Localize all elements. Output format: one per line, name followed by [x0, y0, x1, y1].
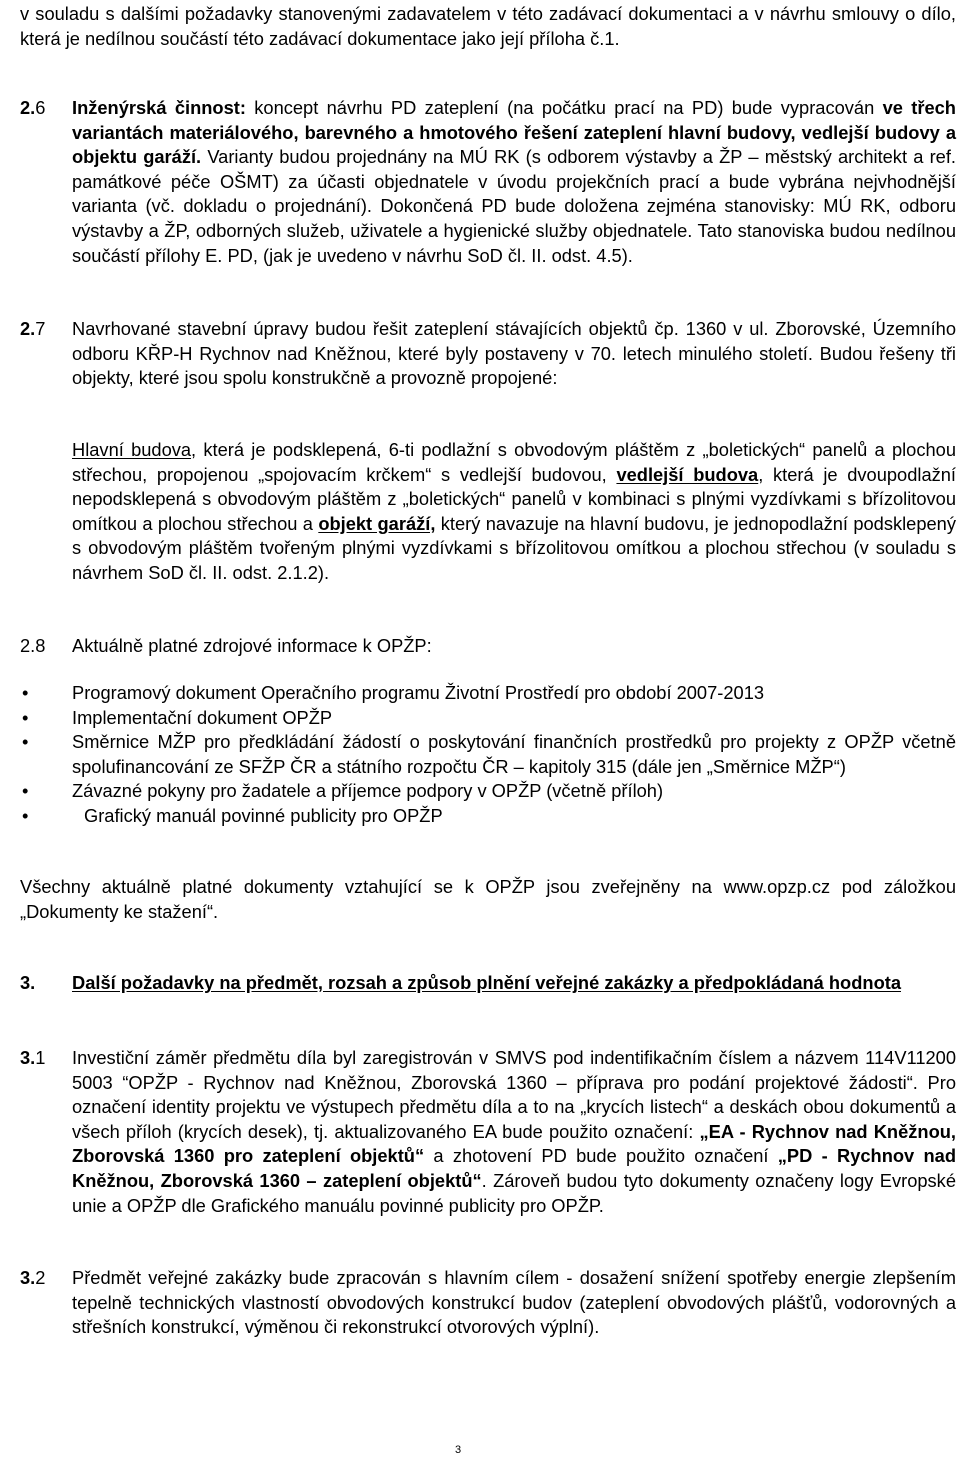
- documents-note: Všechny aktuálně platné dokumenty vztahující se k OPŽP jsou zveřejněny na www.opzp.cz pod záložkou „Dokumenty ke stažení“.: [20, 876, 956, 922]
- section-3-1-paragraph: Investiční záměr předmětu díla byl zaregistrován v SMVS pod indentifikačním číslem a názvem 114V11200 5003 “OPŽP - Rychnov nad Kněžnou, Zborovská 1360 – příprava pro podání projektové žádosti“. Pro označení identity projektu ve výstupech předmětu díla a to na „krycích listech“ a deskách obou dokumentů a všech příloh (krycích desek), tj. aktualizovaného EA bude použito označení: „EA - Rychnov nad Kněžnou, Zborovská 1360 pro zateplení objektů“ a zhotovení PD bude použito označení „PD - Rychnov nad Kněžnou, Zborovská 1360 – zateplení objektů“. Zároveň budou tyto dokumenty označeny logy Evropské unie a OPŽP dle Grafického manuálu povinné publicity pro OPŽP.: [72, 1047, 956, 1216]
- bullet-icon: •: [22, 780, 29, 802]
- intro-paragraph: v souladu s dalšími požadavky stanovenými zadavatelem v této zadávací dokumentaci a v návrhu smlouvy o dílo, která je nedílnou součástí této zadávací dokumentace jako její příloha č.1.: [20, 3, 956, 49]
- section-number-2-7: 2.7: [20, 318, 46, 339]
- bullet-icon: •: [22, 706, 29, 728]
- section-number-3-2: 3.2: [20, 1267, 46, 1288]
- bullet-icon: •: [22, 731, 29, 753]
- section-number-2-6: 2.6: [20, 97, 46, 118]
- section-2-6-paragraph: Inženýrská činnost: koncept návrhu PD zateplení (na počátku prací na PD) bude vypracován ve třech variantách materiálového, barevného a hmotového řešení zateplení hlavní budovy, vedlejší budovy a objektu garáží. Varianty budou projednány na MÚ RK (s odborem výstavby a ŽP – městský architekt a ref. památkové péče OŠMT) za účasti objednatele v úvodu projekčních prací a bude vybrána nejvhodnější varianta (vč. dokladu o projednání). Dokončená PD bude doložena zejména stanovisky: MÚ RK, odboru výstavby a ŽP, odborných služeb, uživatele a hygienické služby objednatele. Tato stanoviska budou nedílnou součástí přílohy E. PD, (jak je uvedeno v návrhu SoD čl. II. odst. 4.5).: [72, 97, 957, 266]
- list-item: • Implementační dokument OPŽP: [20, 706, 956, 731]
- opzp-documents-list: [20, 681, 956, 829]
- secondary-building-term: vedlejší budova: [616, 463, 759, 485]
- section-number-3-1: 3.1: [20, 1047, 46, 1068]
- list-item: • Směrnice MŽP pro předkládání žádostí o poskytování finančních prostředků pro projekty z OPŽP včetně spolufinancování ze SFŽP ČR a státního rozpočtu ČR – kapitoly 315 (dále jen „Směrnice MŽP“): [22, 731, 956, 777]
- page-number: 3: [455, 1444, 462, 1456]
- section-2-7-paragraph: Navrhované stavební úpravy budou řešit zateplení stávajících objektů čp. 1360 v ul. Zborovské, Územního odboru KŘP-H Rychnov nad Kněžnou, které byly postaveny v 70. letech minulého století. Budou řešeny tři objekty, které jsou spolu konstrukčně a provozně propojené:: [72, 318, 956, 389]
- main-building-term: Hlavní budova: [72, 439, 192, 460]
- bullet-icon: •: [22, 804, 29, 826]
- list-item: • Grafický manuál povinné publicity pro OPŽP: [20, 804, 956, 829]
- bullet-icon: •: [22, 682, 29, 703]
- list-item: • Programový dokument Operačního programu Životní Prostředí pro období 2007-2013: [20, 681, 956, 706]
- section-number-2-8: 2.8: [20, 635, 46, 656]
- garage-term: objekt garáží,: [318, 512, 436, 534]
- section-2-8-text: Aktuálně platné zdrojové informace k OPŽP:: [72, 635, 432, 656]
- section-number-3: 3.: [20, 972, 36, 993]
- list-item: • Závazné pokyny pro žadatele a příjemce podpory v OPŽP (včetně příloh): [20, 779, 956, 804]
- buildings-paragraph: Hlavní budova, která je podsklepená, 6-ti podlažní s obvodovým pláštěm z „boletických“ panelů a plochou střechou, propojenou „spojovacím krčkem“ s vedlejší budovou, vedlejší budova, která je dvoupodlažní nepodsklepená s obvodovým pláštěm z „boletických“ panelů v kombinaci s plnými vyzdívkami s břízolitovou omítkou a plochou střechou a objekt garáží, který navazuje na hlavní budovu, je jednopodlažní podsklepený s obvodovým pláštěm tvořeným plnými vyzdívkami s břízolitovou omítkou a plochou střechou (v souladu s návrhem SoD čl. II. odst. 2.1.2).: [72, 439, 957, 583]
- section-3-heading: Další požadavky na předmět, rozsah a způsob plnění veřejné zakázky a předpokládaná hodnota: [72, 972, 901, 993]
- section-3-2-paragraph: Předmět veřejné zakázky bude zpracován s hlavním cílem - dosažení snížení spotřeby energie zlepšením tepelně technických vlastností obvodových konstrukcí budov (zateplení obvodových plášťů, vodorovných a střešních konstrukcí, výměnou či rekonstrukcí otvorových výplní).: [72, 1267, 956, 1338]
